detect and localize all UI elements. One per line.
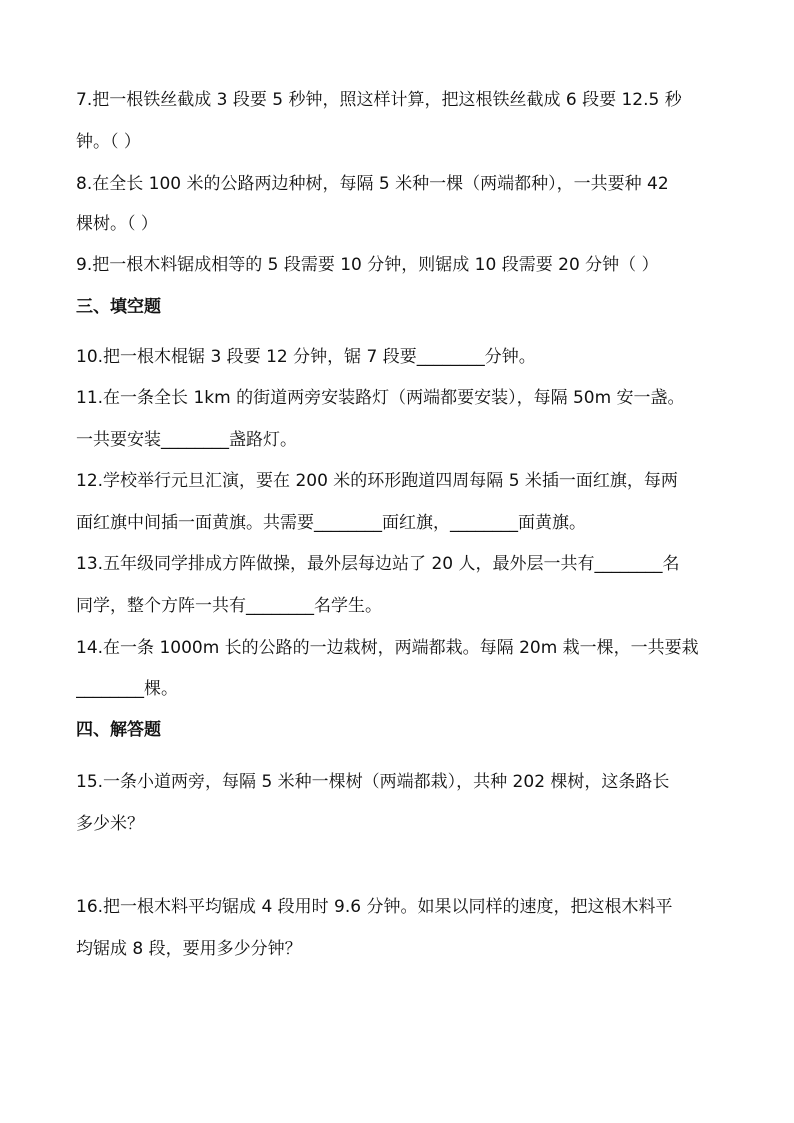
section-4-heading: 四、解答题 <box>76 720 161 740</box>
question-12-line-1: 12.学校举行元旦汇演，要在 200 米的环形跑道四周每隔 5 米插一面红旗，每两 <box>76 471 678 491</box>
question-8-line-2: 棵树。（ ） <box>76 214 158 234</box>
question-15-line-2: 多少米？ <box>76 814 144 834</box>
question-9-line-1: 9.把一根木料锯成相等的 5 段需要 10 分钟，则锯成 10 段需要 20 分钟（ ） <box>76 255 659 275</box>
question-12-line-2: 面红旗中间插一面黄旗。共需要________面红旗，________面黄旗。 <box>76 513 586 533</box>
question-15-line-1: 15.一条小道两旁，每隔 5 米种一棵树（两端都栽），共种 202 棵树，这条路长 <box>76 772 670 792</box>
question-13-line-1: 13.五年级同学排成方阵做操，最外层每边站了 20 人，最外层一共有________名 <box>76 554 680 574</box>
question-7-line-1: 7.把一根铁丝截成 3 段要 5 秒钟，照这样计算，把这根铁丝截成 6 段要 12.5 秒 <box>76 90 682 110</box>
question-7-line-2: 钟。（ ） <box>76 132 141 152</box>
question-8-line-1: 8.在全长 100 米的公路两边种树，每隔 5 米种一棵（两端都种），一共要种 42 <box>76 174 669 194</box>
question-16-line-1: 16.把一根木料平均锯成 4 段用时 9.6 分钟。如果以同样的速度，把这根木料平 <box>76 897 673 917</box>
question-16-line-2: 均锯成 8 段，要用多少分钟？ <box>76 939 302 959</box>
question-11-line-1: 11.在一条全长 1km 的街道两旁安装路灯（两端都要安装），每隔 50m 安一盏。 <box>76 388 685 408</box>
question-14-line-2: ________棵。 <box>76 679 178 699</box>
question-14-line-1: 14.在一条 1000m 长的公路的一边栽树，两端都栽。每隔 20m 栽一棵，一共要栽 <box>76 638 699 658</box>
question-11-line-2: 一共要安装________盏路灯。 <box>76 430 297 450</box>
question-10-line-1: 10.把一根木棍锯 3 段要 12 分钟，锯 7 段要________分钟。 <box>76 347 536 367</box>
section-3-heading: 三、填空题 <box>76 297 161 317</box>
question-13-line-2: 同学，整个方阵一共有________名学生。 <box>76 596 382 616</box>
